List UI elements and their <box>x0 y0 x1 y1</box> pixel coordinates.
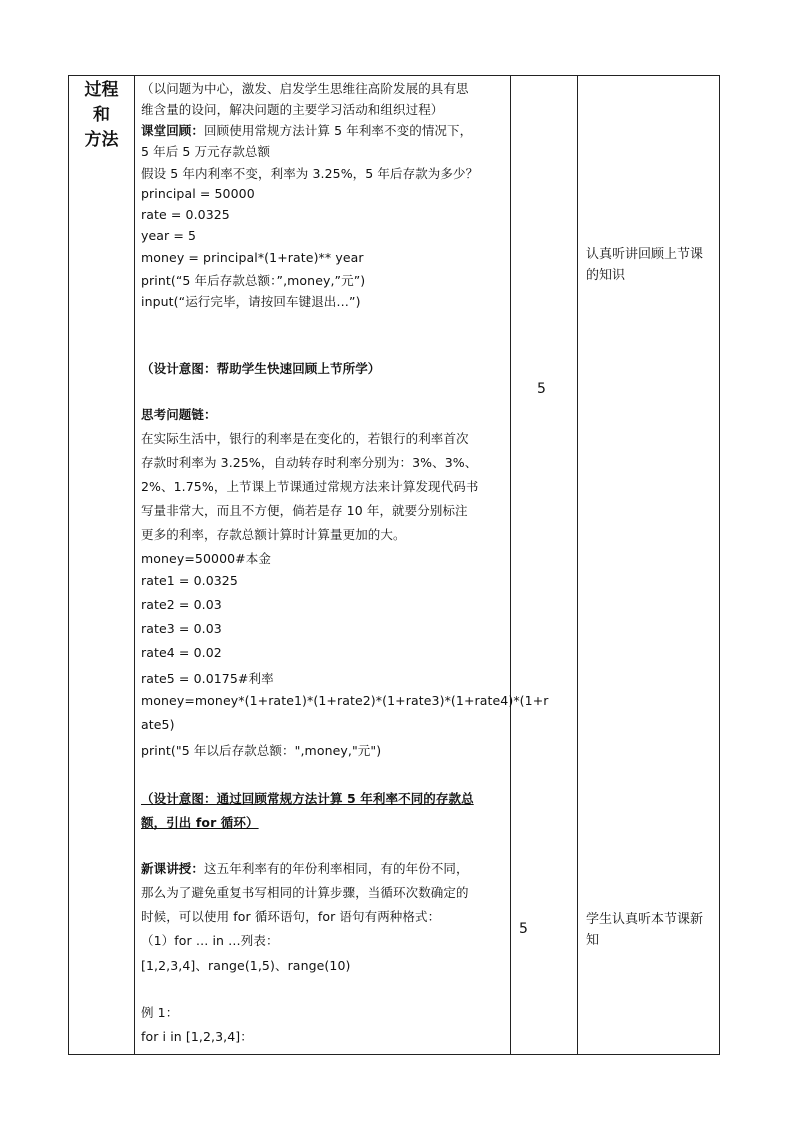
content-line <box>141 228 196 243</box>
content-line <box>141 549 271 567</box>
section-label-line: 和 <box>93 105 110 125</box>
content-line <box>141 271 365 289</box>
content-line-text: 更多的利率，存款总额计算时计算量更加的大。 <box>141 527 406 542</box>
content-line <box>141 693 549 708</box>
content-line-text: 存款时利率为 3.25%，自动转存时利率分别为：3%、3%、 <box>141 455 478 470</box>
content-line-text: 那么为了避免重复书写相同的计算步骤，当循环次数确定的 <box>141 885 469 900</box>
content-line-text: （设计意图：通过回顾常规方法计算 5 年利率不同的存款总 <box>141 791 474 806</box>
content-line <box>141 717 175 732</box>
content-line-text: rate2 = 0.03 <box>141 597 222 612</box>
content-line-text: 2%、1.75%，上节课上节课通过常规方法来计算发现代码书 <box>141 479 479 494</box>
content-line <box>141 1003 178 1021</box>
student-activity-cell <box>578 76 720 1055</box>
content-line-text: 在实际生活中，银行的利率是在变化的，若银行的利率首次 <box>141 431 469 446</box>
content-line <box>141 292 361 310</box>
content-line <box>141 429 469 447</box>
content-line-text: money=money*(1+rate1)*(1+rate2)*(1+rate3)*(1+rate4)*(1+r <box>141 693 549 708</box>
time-value: 5 <box>519 921 528 937</box>
content-line <box>141 956 350 974</box>
content-line-text: （1）for … in …列表： <box>141 933 279 948</box>
content-body <box>135 76 549 1054</box>
content-line <box>141 645 222 660</box>
content-line-text: 思考问题链： <box>141 407 217 422</box>
content-line <box>141 883 469 901</box>
content-line-text: rate3 = 0.03 <box>141 621 222 636</box>
time-value: 5 <box>537 381 546 397</box>
content-line <box>141 525 406 543</box>
content-line <box>141 359 380 377</box>
content-line-text: 假设 5 年内利率不变，利率为 3.25%，5 年后存款为多少？ <box>141 166 479 181</box>
content-line <box>141 477 478 495</box>
content-line-text: 回顾使用常规方法计算 5 年利率不变的情况下， <box>204 123 473 138</box>
content-line-text: rate4 = 0.02 <box>141 645 222 660</box>
content-line-text: input(“运行完毕，请按回车键退出…”) <box>141 294 361 309</box>
content-line-text: for i in [1,2,3,4]： <box>141 1029 253 1044</box>
content-cell <box>135 76 549 1055</box>
content-line <box>141 859 469 877</box>
section-label-cell <box>69 76 135 1055</box>
section-label-line: 过程 <box>84 80 119 100</box>
content-line-prefix: 课堂回顾： <box>141 123 205 138</box>
content-line-text: rate = 0.0325 <box>141 207 230 222</box>
content-line <box>141 164 478 182</box>
content-line <box>141 453 477 471</box>
content-line-text: 例 1： <box>141 1005 179 1020</box>
content-line-text: 这五年利率有的年份利率相同，有的年份不同， <box>204 861 469 876</box>
section-label <box>69 76 134 153</box>
content-line-text: print("5 年以后存款总额：",money,"元") <box>141 743 382 758</box>
content-line <box>141 100 443 118</box>
student-note: 学生认真听本节课新知 <box>586 912 704 948</box>
content-line-text: ate5) <box>141 717 175 732</box>
content-line-text: principal = 50000 <box>141 186 255 201</box>
content-line <box>141 597 222 612</box>
content-line <box>141 573 238 588</box>
content-line <box>141 669 274 687</box>
content-line-text: rate1 = 0.0325 <box>141 573 238 588</box>
content-line-text: （以问题为中心，激发、启发学生思维往高阶发展的具有思 <box>141 81 469 96</box>
content-line-text: 写量非常大，而且不方便，倘若是存 10 年，就要分别标注 <box>141 503 468 518</box>
content-line <box>141 931 279 949</box>
content-line <box>141 79 469 97</box>
content-line <box>141 621 222 636</box>
content-line-text: print(“5 年后存款总额：”,money,”元”) <box>141 273 366 288</box>
lesson-plan-table <box>68 75 720 1055</box>
content-line <box>141 250 364 265</box>
content-line-text: rate5 = 0.0175#利率 <box>141 671 274 686</box>
content-line-text: 时候，可以使用 for 循环语句，for 语句有两种格式： <box>141 909 441 924</box>
content-line <box>141 789 474 807</box>
content-line-text: money=50000#本金 <box>141 551 271 566</box>
content-line <box>141 501 468 519</box>
content-line <box>141 741 381 759</box>
content-line <box>141 1027 253 1045</box>
content-line-prefix: 新课讲授： <box>141 861 205 876</box>
section-label-line: 方法 <box>84 130 119 150</box>
content-line-text: [1,2,3,4]、range(1,5)、range(10) <box>141 958 351 973</box>
time-cell <box>511 76 578 1055</box>
content-line-text: year = 5 <box>141 228 197 243</box>
content-line <box>141 907 440 925</box>
content-line <box>141 813 259 831</box>
content-line-text: 5 年后 5 万元存款总额 <box>141 144 271 159</box>
content-line-text: 额，引出 for 循环） <box>141 815 259 830</box>
content-line <box>141 405 217 423</box>
content-line-text: money = principal*(1+rate)** year <box>141 250 364 265</box>
content-line-text: （设计意图：帮助学生快速回顾上节所学） <box>141 361 381 376</box>
content-line <box>141 121 472 139</box>
content-line <box>141 186 255 201</box>
content-line <box>141 207 230 222</box>
student-note: 认真听讲回顾上节课的知识 <box>586 247 704 283</box>
content-line-text: 维含量的设问，解决问题的主要学习活动和组织过程） <box>141 102 444 117</box>
content-line <box>141 142 270 160</box>
